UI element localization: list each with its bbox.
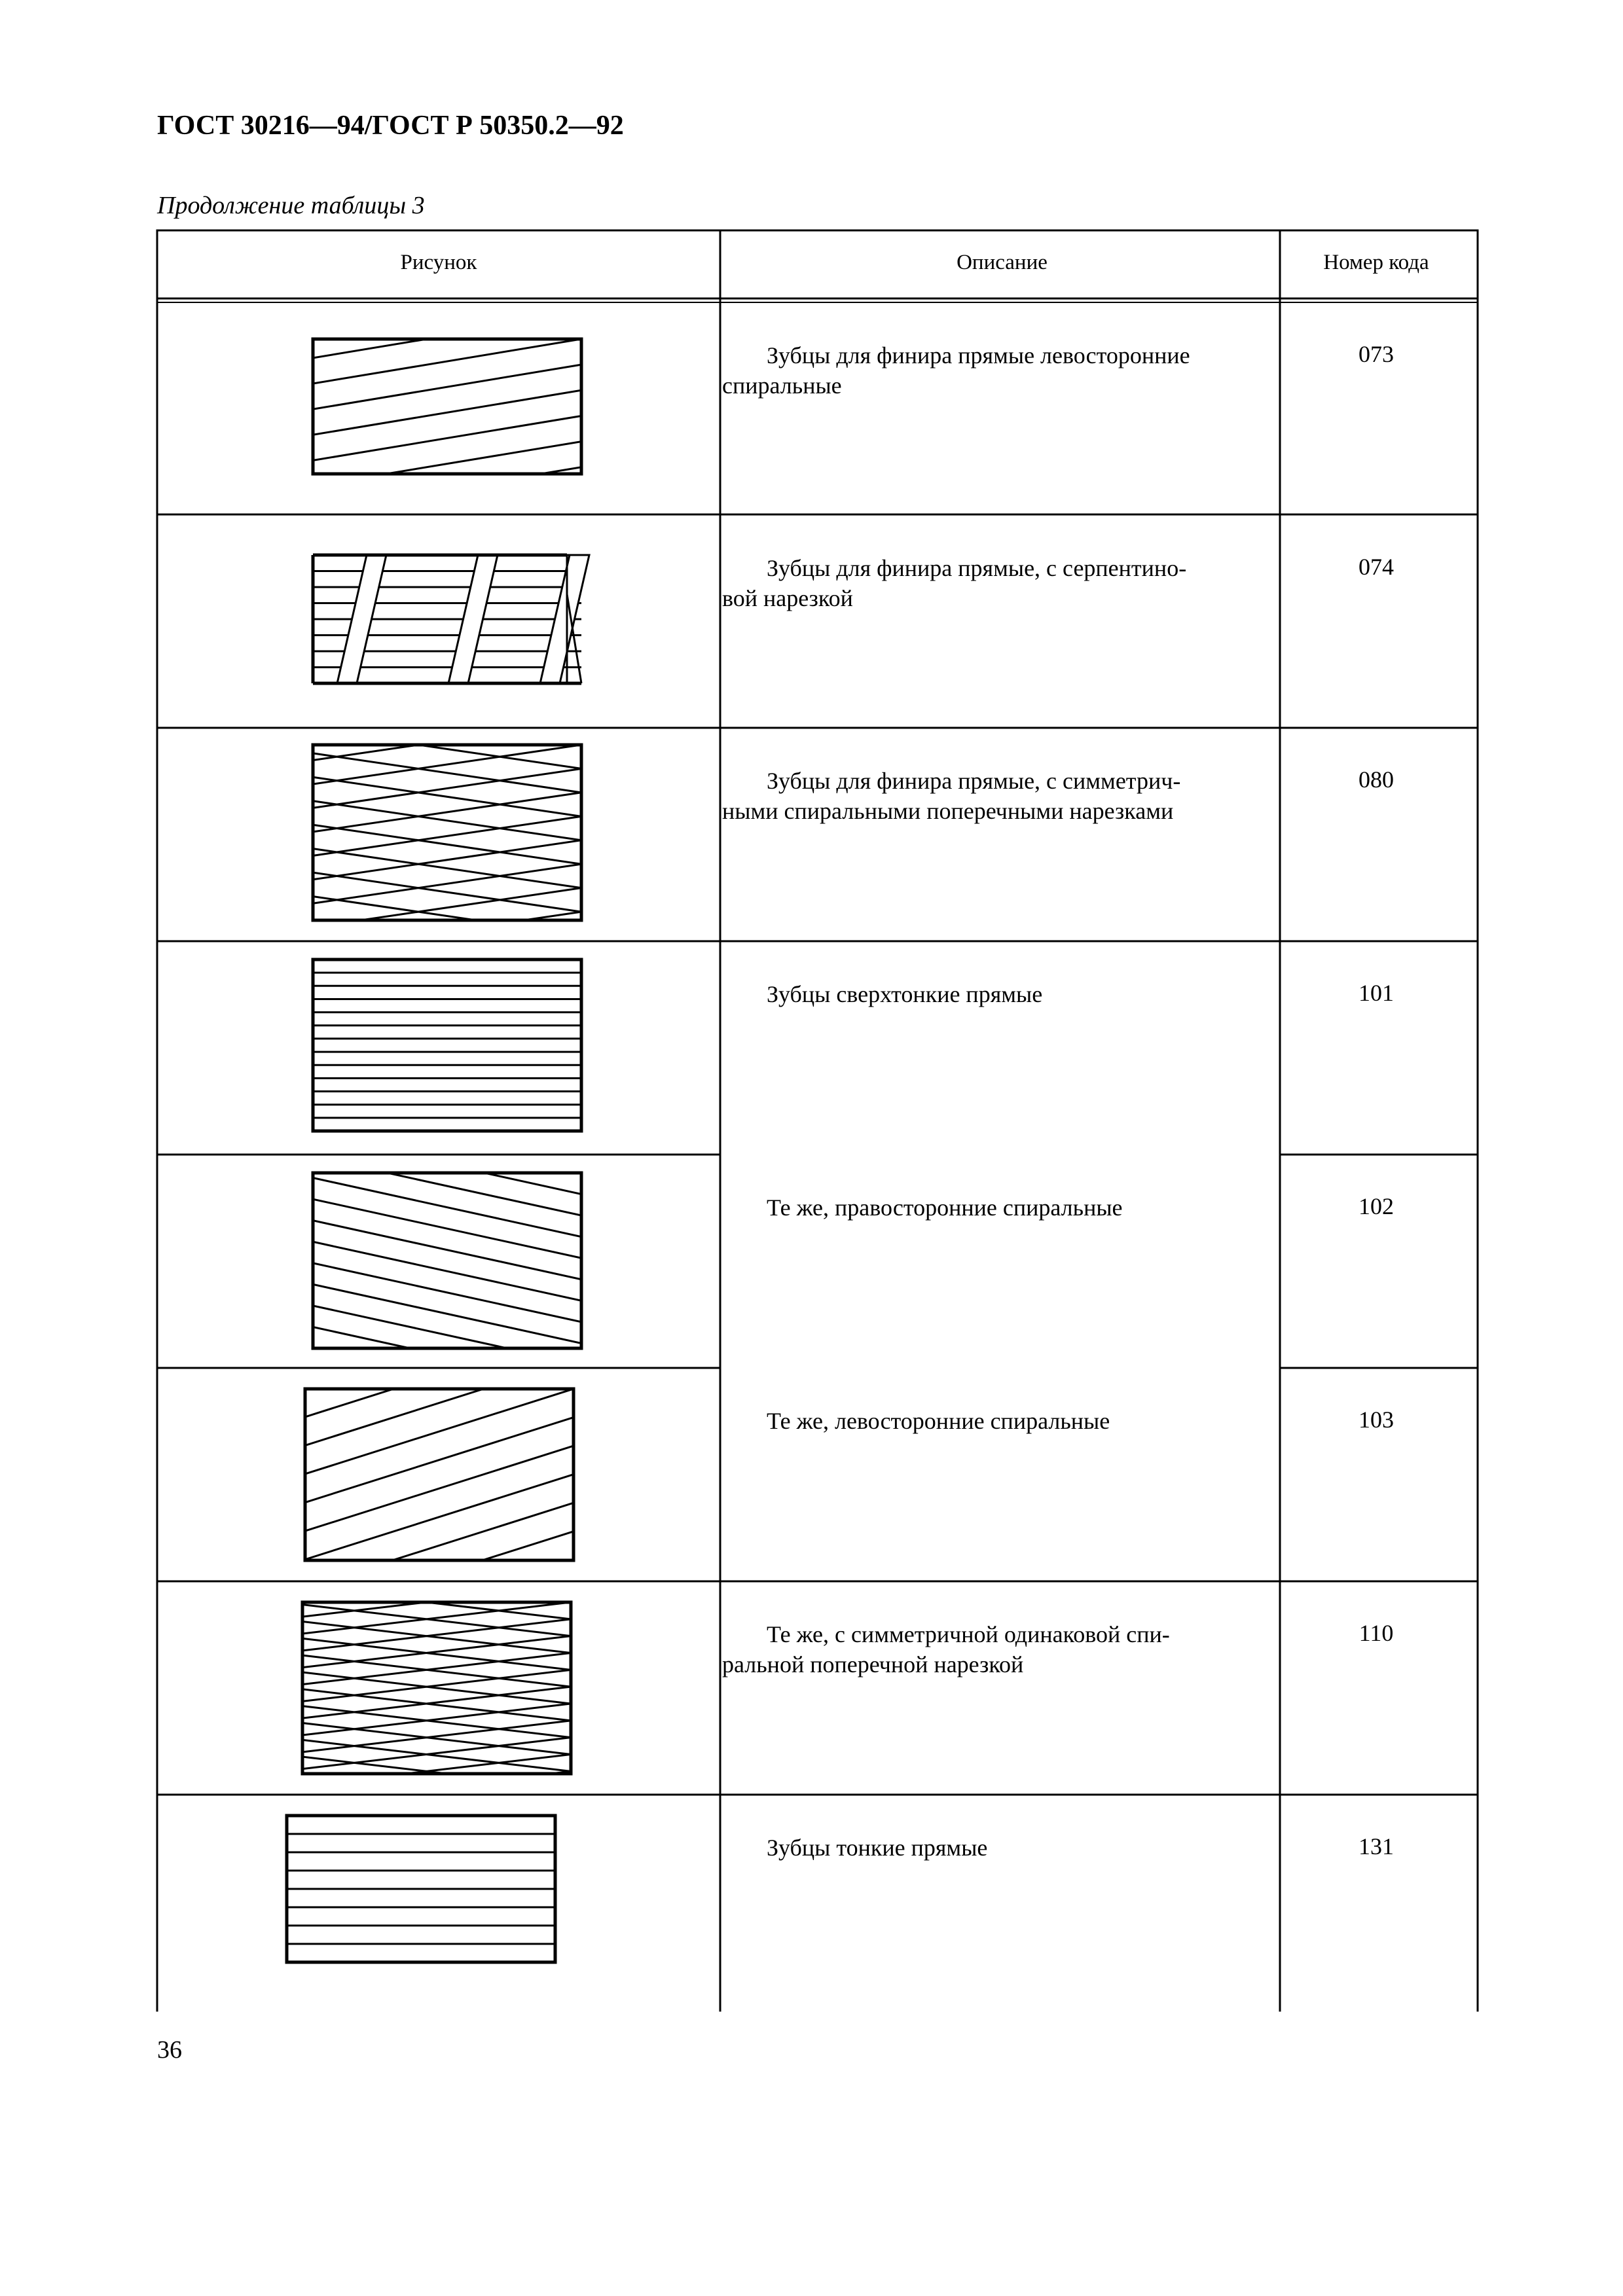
- symmetric-cross-cut-teeth-icon: [313, 658, 581, 1047]
- serpentine-cut-teeth-icon: [313, 555, 589, 683]
- table-continuation-caption: Продолжение таблицы 3: [157, 192, 425, 219]
- row-code-102: 102: [1359, 1193, 1394, 1219]
- straight-teeth-icon: [313, 960, 581, 1131]
- row-description-073: Зубцы для финира прямые левосторонние спиральные: [722, 342, 1190, 399]
- row-code-074: 074: [1359, 554, 1394, 580]
- row-code-103: 103: [1359, 1407, 1394, 1433]
- column-header-figure: Рисунок: [400, 251, 477, 274]
- row-description-102: Те же, правосторонние спиральные: [767, 1194, 1123, 1221]
- cross-hatch-teeth-icon: [302, 1537, 571, 1870]
- row-description-110: Те же, с симметричной одинаковой спи- ральной поперечной нарезкой: [722, 1621, 1170, 1677]
- row-description-101: Зубцы сверхтонкие прямые: [767, 981, 1043, 1007]
- row-code-080: 080: [1359, 766, 1394, 793]
- left-spiral-teeth-icon: [313, 288, 581, 615]
- row-code-101: 101: [1359, 980, 1394, 1006]
- column-header-code: Номер кода: [1323, 251, 1429, 274]
- row-description-074: Зубцы для финира прямые, с серпентино- вой нарезкой: [722, 555, 1187, 611]
- right-spiral-teeth-icon: [313, 1071, 581, 1450]
- straight-teeth-icon: [287, 1816, 555, 1962]
- row-description-103: Те же, левосторонние спиральные: [767, 1408, 1110, 1434]
- document-code-header: ГОСТ 30216—94/ГОСТ Р 50350.2—92: [157, 111, 624, 141]
- row-code-110: 110: [1359, 1620, 1394, 1646]
- row-code-131: 131: [1359, 1833, 1394, 1859]
- row-description-080: Зубцы для финира прямые, с симметрич- ными спиральными поперечными нарезками: [722, 768, 1181, 824]
- column-header-description: Описание: [957, 251, 1048, 274]
- row-description-131: Зубцы тонкие прямые: [767, 1835, 988, 1861]
- row-code-073: 073: [1359, 341, 1394, 367]
- page-number: 36: [157, 2036, 182, 2064]
